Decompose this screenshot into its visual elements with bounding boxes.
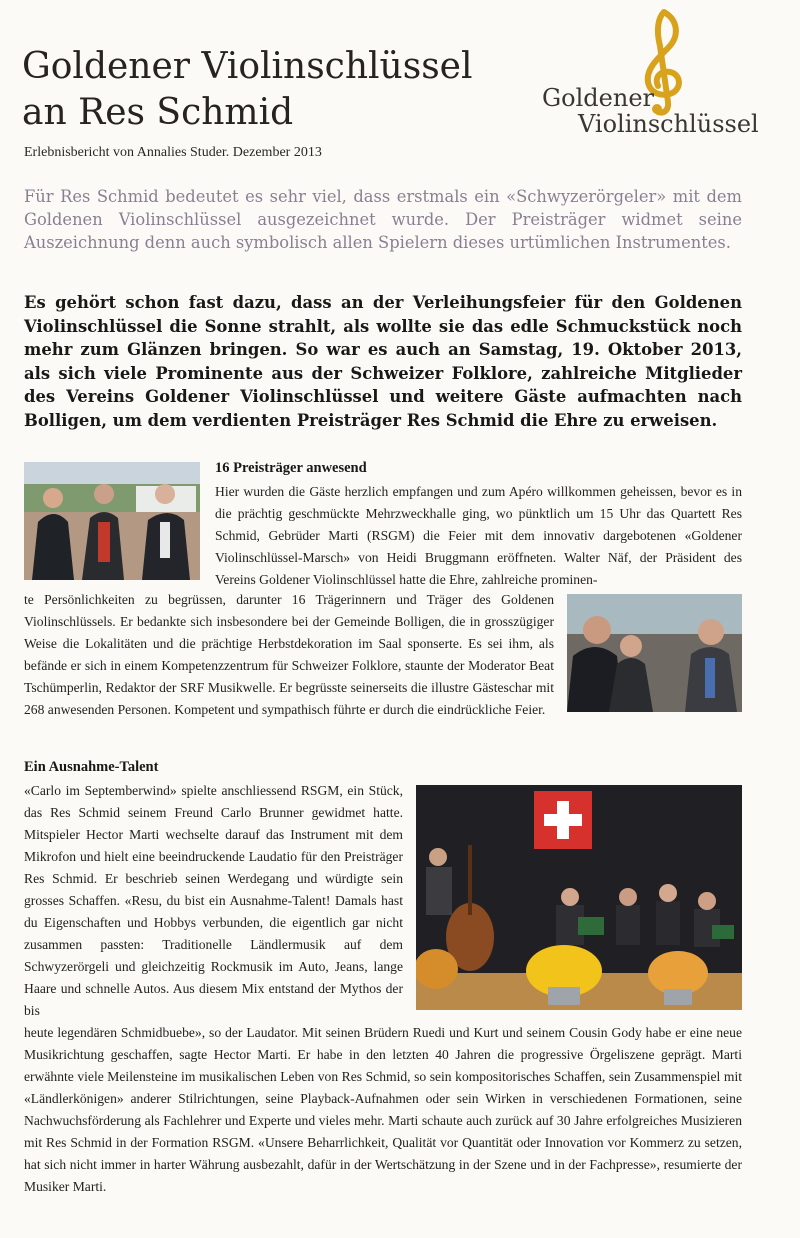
section-heading-ausnahme-talent: Ein Ausnahme-Talent <box>24 759 159 775</box>
photo-band-stage <box>416 785 742 1010</box>
title-line-1: Goldener Violinschlüssel <box>22 46 473 87</box>
title-line-2: an Res Schmid <box>22 92 294 133</box>
byline: Erlebnisbericht von Annalies Studer. Dezember 2013 <box>24 145 322 160</box>
section1-paragraph-1: Hier wurden die Gäste herzlich empfangen und zum Apéro willkommen geheissen, bevor es in die prächtig geschmückte Mehrzweckhalle ging, wo pünktlich um 15 Uhr das Quartett Res Schmid, Gebrüder Marti (RSGM) die Feier mit dem innovativ dargebotenen «Goldener Violinschlüssel-Marsch» von Heidi Bruggmann eröffneten. Walter Näf, der Präsident des Vereins Goldener Violinschlüssel hatte die Ehre, zahlreiche prominen- <box>215 484 742 587</box>
section1-paragraph-2: te Persönlichkeiten zu begrüssen, darunter 16 Trägerinnern und Träger des Goldenen Violinschlüssels. Er bedankte sich insbesondere bei der Gemeinde Bolligen, die in grosszügiger Weise die Lokalitäten und die prächtige Herbstdekoration im Saal sponserte. Es sei ihm, als befände er sich in einem Kompetenzzentrum für Schweizer Folklore, staunte der Moderator Beat Tschümperlin, Redaktor der SRF Musikwelle. Er begrüsste seinerseits die illustre Gästeschar mit 268 anwesenden Personen. Kompetent und sympathisch führte er durch die eindrückliche Feier. <box>24 592 554 717</box>
photo-guests-conversation <box>567 594 742 712</box>
section-heading-preistraeger: 16 Preisträger anwesend <box>215 460 367 476</box>
article-title <box>22 44 542 136</box>
photo-guests-outdoor <box>24 462 200 580</box>
section2-paragraph-1: «Carlo im Septemberwind» spielte anschliessend RSGM, ein Stück, das Res Schmid seinem Freund Carlo Brunner gewidmet hatte. Mitspieler Hector Marti wechselte darauf das Instrument mit dem Mikrofon und hielt eine beeindruckende Laudatio für den Preisträger Res Schmid. Er beschrieb seinen Werdegang und würdigte sein grosses Schaffen. «Resu, du bist ein Ausnahme-Talent! Damals hast du Eigenschaften und Hobbys verbunden, die eigentlich gar nicht zusammen passten: Traditionelle Ländlermusik auf dem Schwyzerörgeli und gleichzeitig Rockmusik im Auto, Jeans, lange Haare und schnelle Autos. Aus diesem Mix entstand der Mythos der bis <box>24 783 403 1018</box>
logo-text-line-2: Violinschlüssel <box>578 110 759 138</box>
section2-paragraph-2: heute legendären Schmidbuebe», so der Laudator. Mit seinen Brüdern Ruedi und Kurt und seinem Cousin Gody habe er eine neue Musikrichtung geschaffen, sagte Hector Marti. Er habe in den letzten 40 Jahren die progressive Örgeliszene geprägt. Marti erwähnte viele Meilensteine im musikalischen Leben von Res Schmid, so sein kompositorisches Schaffen, sein Zusammenspiel mit «Ländlerkönigen» anderer Stilrichtungen, seine Playback-Aufnahmen oder sein Wirken in verschiedenen Formationen, seine Nachwuchsförderung als Fachlehrer und Experte und vieles mehr. Marti schaute auch zurück auf 30 Jahre erfolgreiches Musizieren mit Res Schmid in der Formation RSGM. «Unsere Beharrlichkeit, Qualität vor Quantität oder Innovation vor Kommerz zu setzen, hat sich nicht immer in harter Währung ausbezahlt, dafür in der Wertschätzung in der Szene und in der Fachpresse», resumierte der Musiker Marti. <box>24 1025 742 1194</box>
lead-paragraph: Für Res Schmid bedeutet es sehr viel, dass erstmals ein «Schwyzerörgeler» mit dem Goldenen Violinschlüssel ausgezeichnet wurde. Der Preisträger widmet seine Auszeichnung denn auch symbolisch allen Spielern dieses urtümlichen Instrumentes. <box>24 187 742 252</box>
logo-text-line-1: Goldener <box>542 84 654 112</box>
intro-paragraph: Es gehört schon fast dazu, dass an der Verleihungsfeier für den Goldenen Violinschlüssel die Sonne strahlt, als wollte sie das edle Schmuckstück noch mehr zum Glänzen bringen. So war es auch an Samstag, 19. Oktober 2013, als sich viele Prominente aus der Schweizer Folklore, zahlreiche Mitglieder des Vereins Goldener Violinschlüssel und weitere Gäste aufmachten nach Bolligen, um dem verdienten Preisträger Res Schmid die Ehre zu erweisen. <box>24 293 742 430</box>
